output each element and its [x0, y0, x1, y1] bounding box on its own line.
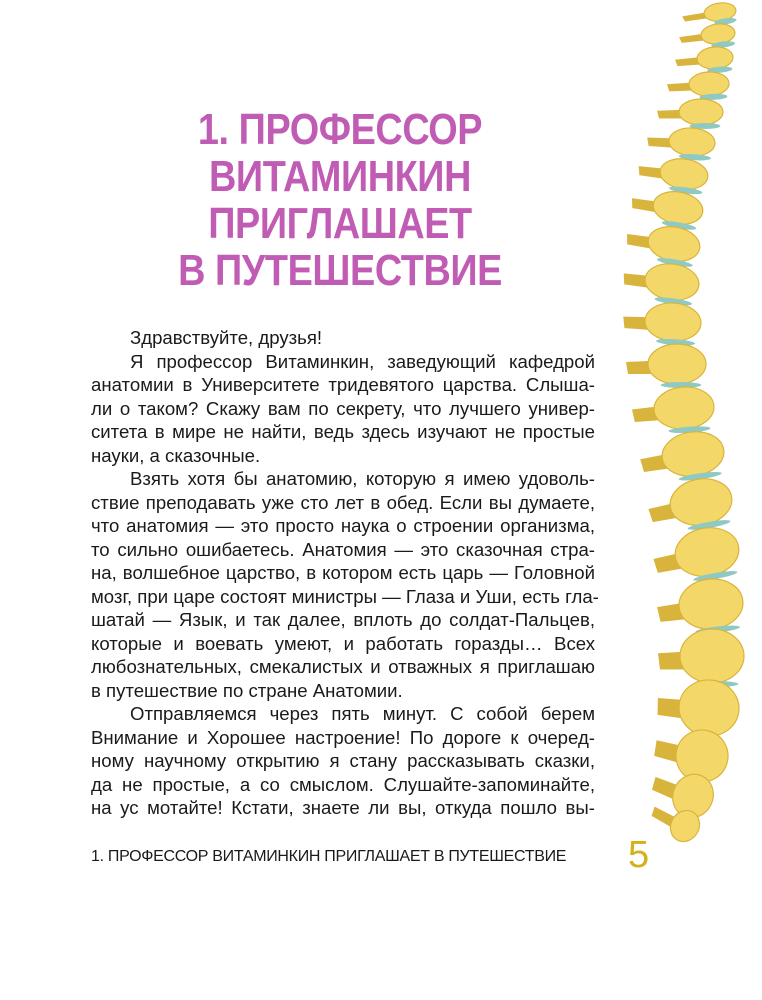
- paragraph: [91, 350, 595, 468]
- text-line: Взять хотя бы анатомию, которую я имею удоволь-: [130, 468, 595, 489]
- text-line: что анатомия — это просто наука о строении организма,: [91, 515, 595, 536]
- text-line: в путешествие по стране Анатомии.: [91, 679, 403, 701]
- text-line: науки, а сказочные.: [91, 444, 261, 466]
- vertebra: [644, 301, 703, 343]
- vertebra: [689, 71, 730, 96]
- vertebra: [679, 99, 723, 125]
- text-line: ному научному открытию я стану рассказывать сказки,: [91, 750, 595, 771]
- vertebra: [668, 126, 716, 157]
- text-line: то сильно ошибаетесь. Анатомия — это сказочная стра-: [91, 538, 595, 560]
- text-line: которые и воевать умеют, и работать горазды… Всех: [91, 632, 595, 654]
- paragraph: [91, 467, 599, 702]
- text-line: Внимание и Хорошее настроение! По дороге к очеред-: [91, 726, 595, 748]
- text-line: на ус мотайте! Кстати, знаете ли вы, откуда пошло вы-: [91, 797, 595, 818]
- text-line: Я профессор Витаминкин, заведующий кафедрой: [130, 350, 595, 372]
- chapter-title-line: 1. ПРОФЕССОР: [197, 105, 483, 154]
- text-line: ствие преподавать уже сто лет в обед. Если вы думаете,: [91, 491, 595, 513]
- chapter-title-line: ПРИГЛАШАЕТ: [208, 199, 472, 248]
- text-line: на, волшебное царство, в котором есть царь — Головной: [91, 562, 595, 583]
- paragraph: [91, 702, 595, 820]
- text-line: да не простые, а со смыслом. Слушайте-запоминайте,: [91, 773, 595, 795]
- text-line: шатай — Язык, и так далее, вплоть до солдат-Пальцев,: [91, 609, 595, 630]
- chapter-title-line: В ПУТЕШЕСТВИЕ: [178, 246, 502, 295]
- body-text: [91, 326, 599, 820]
- text-line: ли о таком? Скажу вам по секрету, что лучшего универ-: [91, 397, 595, 419]
- text-line: ситета в мире не найти, ведь здесь изучают не простые: [91, 421, 595, 442]
- vertebra: [643, 260, 701, 303]
- vertebra: [653, 385, 716, 431]
- paragraph: [91, 326, 595, 350]
- vertebra: [696, 46, 733, 70]
- vertebra: [677, 576, 746, 632]
- chapter-title-line: ВИТАМИНКИН: [209, 152, 471, 201]
- text-line: любознательных, смекалистых и отважных я приглашаю: [91, 656, 595, 677]
- page-number: 5: [628, 834, 650, 876]
- text-line: мозг, при царе состоят министры — Глаза и Уши, есть гла-: [91, 585, 599, 607]
- text-line: анатомии в Университете тридевятого царства. Слыша-: [91, 374, 595, 395]
- text-line: Отправляемся через пять минут. С собой берем: [130, 703, 595, 724]
- vertebra: [648, 344, 706, 384]
- spine-illustration: [590, 0, 762, 860]
- vertebra: [658, 156, 710, 192]
- running-footer: 1. ПРОФЕССОР ВИТАМИНКИН ПРИГЛАШАЕТ В ПУТЕШЕСТВИЕ: [91, 848, 567, 865]
- chapter-title: [125, 106, 555, 294]
- text-line: Здравствуйте, друзья!: [130, 327, 323, 348]
- vertebra: [680, 629, 744, 683]
